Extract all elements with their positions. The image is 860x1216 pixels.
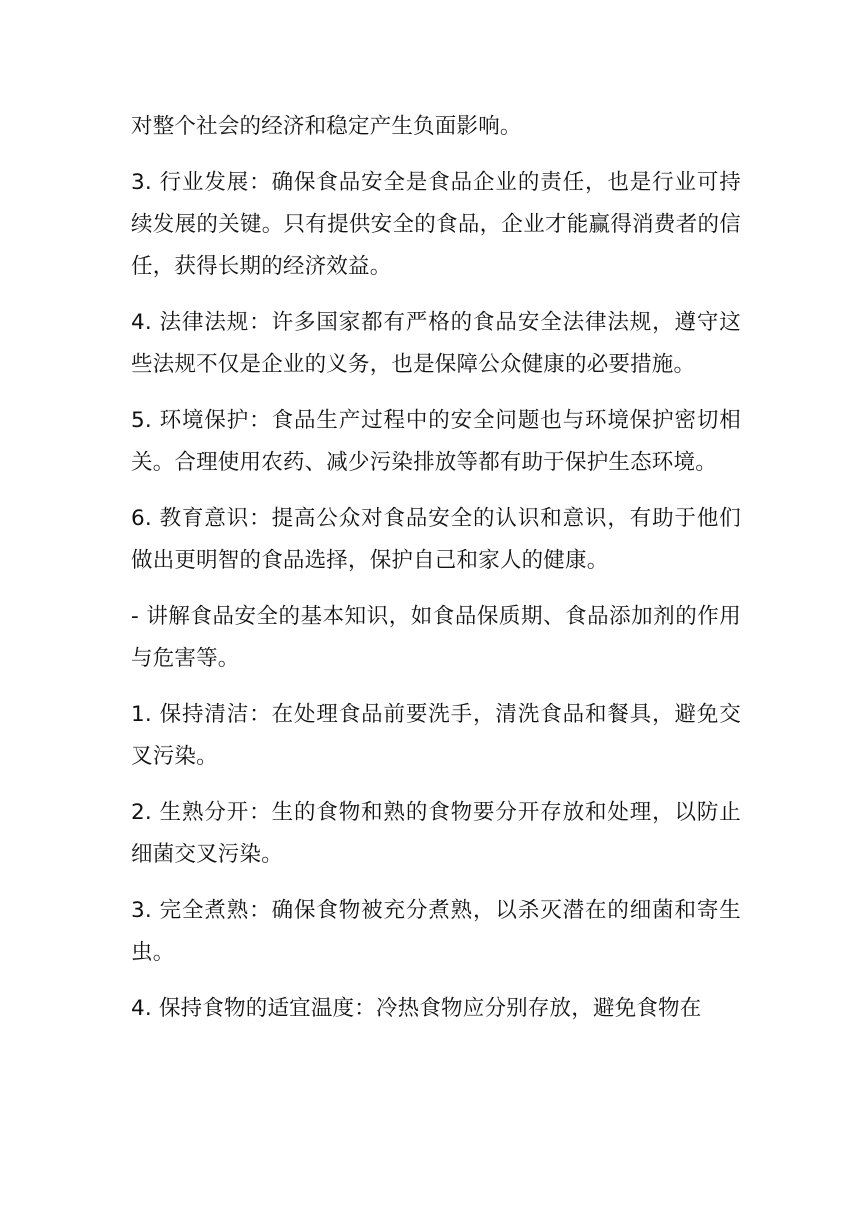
paragraph-education-awareness: 6. 教育意识：提高公众对食品安全的认识和意识，有助于他们做出更明智的食品选择，保护自己和家人的健康。 bbox=[131, 506, 741, 573]
paragraph-basic-knowledge: - 讲解食品安全的基本知识，如食品保质期、食品添加剂的作用与危害等。 bbox=[131, 604, 741, 671]
paragraph-laws-regulations: 4. 法律法规：许多国家都有严格的食品安全法律法规，遵守这些法规不仅是企业的义务，也是保障公众健康的必要措施。 bbox=[131, 310, 741, 377]
paragraph-continuation: 对整个社会的经济和稳定产生负面影响。 bbox=[131, 114, 522, 139]
paragraph-environmental-protection: 5. 环境保护：食品生产过程中的安全问题也与环境保护密切相关。合理使用农药、减少污染排放等都有助于保护生态环境。 bbox=[131, 408, 741, 475]
paragraph-safe-temperature: 4. 保持食物的适宜温度：冷热食物应分别存放，避免食物在 bbox=[131, 996, 702, 1021]
paragraph-cook-thoroughly: 3. 完全煮熟：确保食物被充分煮熟，以杀灭潜在的细菌和寄生虫。 bbox=[131, 898, 741, 965]
paragraph-industry-development: 3. 行业发展：确保食品安全是食品企业的责任，也是行业可持续发展的关键。只有提供安全的食品，企业才能赢得消费者的信任，获得长期的经济效益。 bbox=[131, 170, 741, 279]
paragraph-separate-raw-cooked: 2. 生熟分开：生的食物和熟的食物要分开存放和处理，以防止细菌交叉污染。 bbox=[131, 800, 741, 867]
document-body bbox=[131, 106, 741, 1044]
paragraph-keep-clean: 1. 保持清洁：在处理食品前要洗手，清洗食品和餐具，避免交叉污染。 bbox=[131, 702, 741, 769]
